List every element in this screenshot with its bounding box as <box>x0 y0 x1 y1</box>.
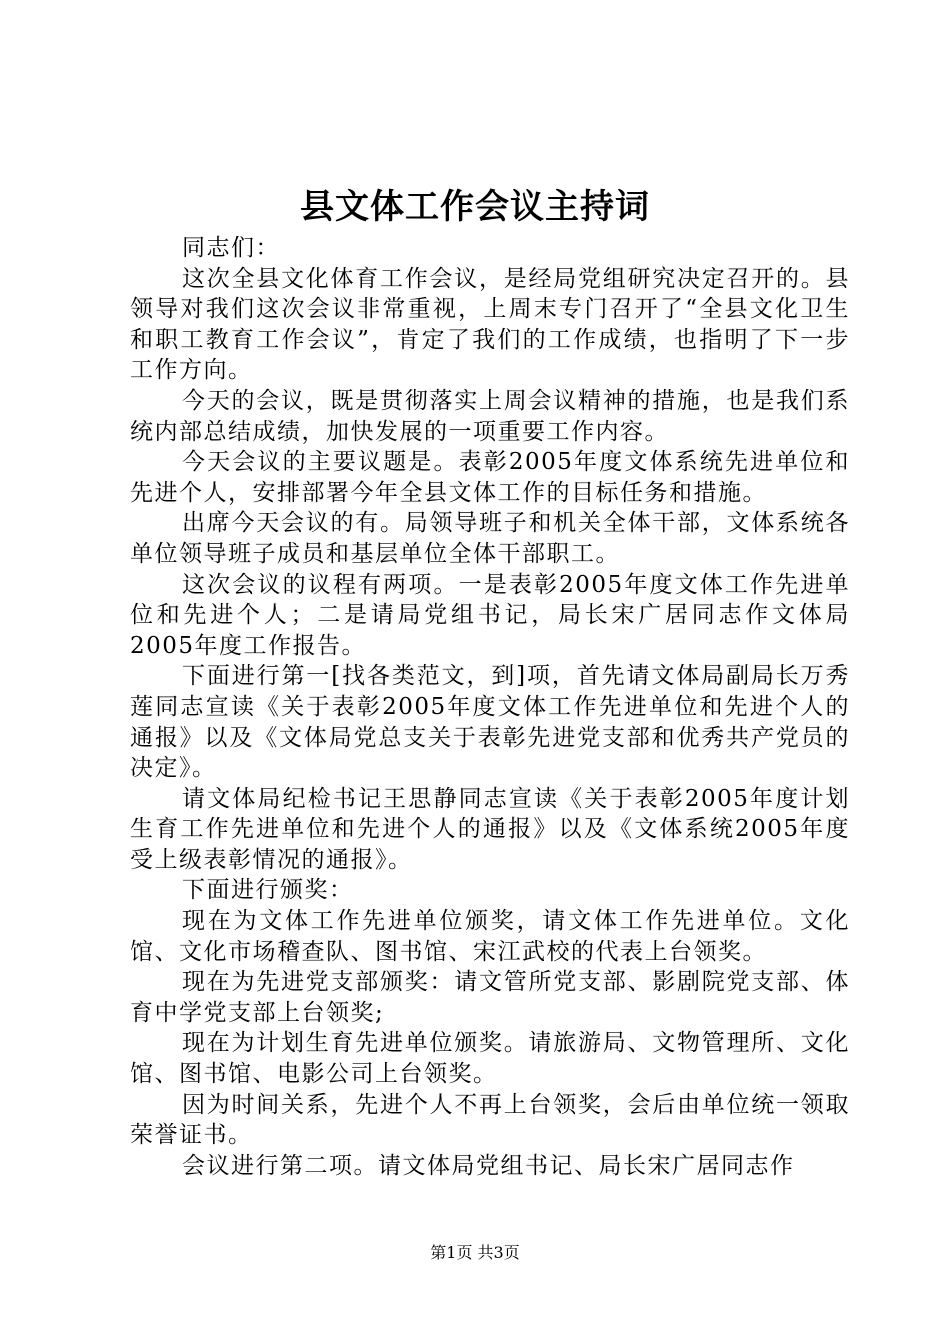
document-title: 县文体工作会议主持词 <box>300 187 650 227</box>
paragraph: 会议进行第二项。请文体局党组书记、局长宋广居同志作 <box>182 1152 795 1179</box>
paragraph: 现在为计划生育先进单位颁奖。请旅游局、文物管理所、文化馆、图书馆、电影公司上台领奖。 <box>130 1030 850 1088</box>
paragraph: 下面进行颁奖： <box>182 877 354 904</box>
paragraph: 因为时间关系，先进个人不再上台领奖，会后由单位统一领取荣誉证书。 <box>130 1091 850 1149</box>
document-body <box>130 233 850 1181</box>
paragraph: 现在为文体工作先进单位颁奖，请文体工作先进单位。文化馆、文化市场稽查队、图书馆、宋江武校的代表上台领奖。 <box>130 908 850 965</box>
paragraph: 这次全县文化体育工作会议，是经局党组研究决定召开的。县领导对我们这次会议非常重视，上周末专门召开了“全县文化卫生和职工教育工作会议”，肯定了我们的工作成绩，也指明了下一步工作方向。 <box>130 265 850 384</box>
paragraph: 今天会议的主要议题是。表彰2005年度文体系统先进单位和先进个人，安排部署今年全县文体工作的目标任务和措施。 <box>130 449 850 506</box>
paragraph: 现在为先进党支部颁奖：请文管所党支部、影剧院党支部、体育中学党支部上台领奖; <box>130 969 850 1026</box>
paragraph: 下面进行第一[找各类范文，到]项，首先请文体局副局长万秀莲同志宣读《关于表彰2005年度文体工作先进单位和先进个人的通报》以及《文体局党总支关于表彰先进党支部和优秀共产党员的决定》。 <box>130 663 850 782</box>
paragraph: 这次会议的议程有两项。一是表彰2005年度文体工作先进单位和先进个人；二是请局党组书记，局长宋广居同志作文体局2005年度工作报告。 <box>130 571 850 659</box>
page-footer: 第1页 共3页 <box>430 1243 520 1262</box>
paragraph: 出席今天会议的有。局领导班子和机关全体干部，文体系统各单位领导班子成员和基层单位全体干部职工。 <box>130 510 850 567</box>
paragraph: 同志们： <box>182 235 280 261</box>
paragraph: 今天的会议，既是贯彻落实上周会议精神的措施，也是我们系统内部总结成绩，加快发展的一项重要工作内容。 <box>130 387 850 445</box>
paragraph: 请文体局纪检书记王思静同志宣读《关于表彰2005年度计划生育工作先进单位和先进个人的通报》以及《文体系统2005年度受上级表彰情况的通报》。 <box>130 785 850 873</box>
